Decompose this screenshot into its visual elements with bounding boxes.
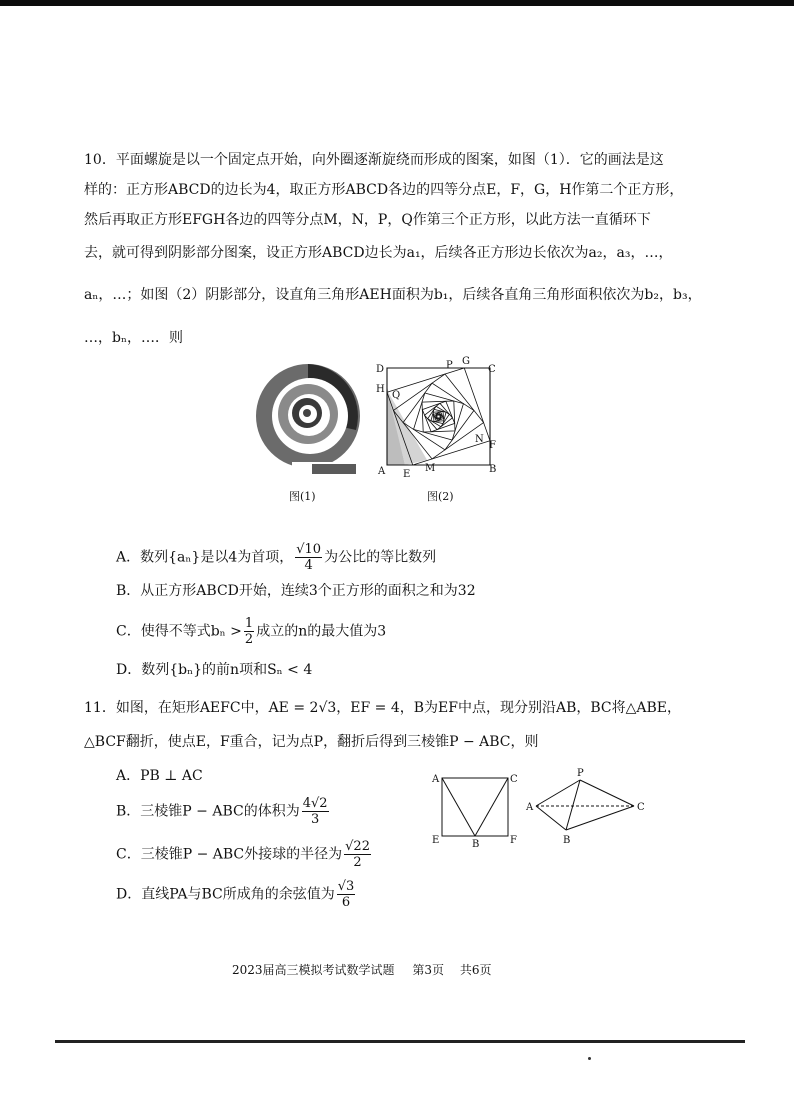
fraction-num: √10 bbox=[296, 542, 322, 557]
segment-ab bbox=[442, 778, 475, 836]
pyr-label-B: B bbox=[563, 835, 571, 846]
label-D: D bbox=[376, 364, 385, 375]
label-A: A bbox=[378, 466, 386, 477]
fraction-den: 2 bbox=[244, 632, 254, 647]
label-Q: Q bbox=[392, 390, 401, 401]
rect-label-B: B bbox=[472, 839, 480, 850]
fraction-radius bbox=[344, 839, 371, 870]
scan-speck bbox=[588, 1057, 591, 1060]
fraction-num: √3 bbox=[337, 879, 355, 894]
nested-square bbox=[414, 393, 464, 440]
fraction-den: 3 bbox=[310, 812, 320, 827]
pyr-label-A: A bbox=[526, 802, 534, 813]
label-G: G bbox=[462, 356, 470, 367]
fraction-den: 2 bbox=[353, 855, 362, 870]
scan-bottom-rule bbox=[55, 1040, 745, 1043]
q10-option-a[interactable] bbox=[116, 542, 436, 573]
label-B: B bbox=[489, 464, 497, 475]
q10-line-4: 去，就可得到阴影部分图案，设正方形ABCD边长为a₁，后续各正方形边长依次为a₂，a₃，…， bbox=[84, 245, 673, 261]
nested-square bbox=[422, 401, 454, 432]
spiral-core bbox=[303, 409, 311, 417]
nested-square bbox=[437, 415, 440, 418]
q10-option-a-pre: A．数列{aₙ}是以4为首项， bbox=[116, 549, 294, 566]
q10-option-c-post: 成立的n的最大值为3 bbox=[256, 623, 387, 640]
q10-option-d[interactable]: D．数列{bₙ}的前n项和Sₙ < 4 bbox=[116, 662, 313, 678]
label-P: P bbox=[446, 360, 453, 371]
q11-option-c[interactable] bbox=[116, 839, 373, 870]
figure-1-spiral bbox=[252, 358, 362, 480]
q10-line-1: 10．平面螺旋是以一个固定点开始，向外圈逐渐旋绕而形成的图案，如图（1）．它的画法是这 bbox=[84, 152, 664, 168]
rect-label-F: F bbox=[510, 835, 517, 846]
scan-edge-top bbox=[0, 0, 794, 6]
q10-option-c-pre: C．使得不等式bₙ > bbox=[116, 623, 242, 640]
nested-square bbox=[422, 401, 455, 432]
edge-pc bbox=[580, 780, 634, 806]
q11-line-2: △BCF翻折，使点E，F重合，记为点P，翻折后得到三棱锥P − ABC，则 bbox=[84, 734, 539, 750]
label-F: F bbox=[489, 440, 496, 451]
label-N: N bbox=[475, 434, 484, 445]
label-E: E bbox=[403, 469, 411, 480]
q11-line-1: 11．如图，在矩形AEFC中，AE = 2√3，EF = 4，B为EF中点，现分别沿AB，BC将△ABE， bbox=[84, 700, 682, 716]
pyr-label-P: P bbox=[577, 768, 584, 779]
spiral-tail bbox=[312, 464, 356, 474]
fraction-den: 6 bbox=[341, 895, 351, 910]
q11-option-d[interactable] bbox=[116, 879, 357, 910]
label-H: H bbox=[376, 384, 385, 395]
fraction-num: 4√2 bbox=[302, 796, 328, 811]
rectangle-aefc bbox=[442, 778, 508, 836]
edge-ab bbox=[536, 806, 566, 830]
fraction-common-ratio bbox=[295, 542, 322, 573]
q11-option-c-pre: C．三棱锥P − ABC外接球的半径为 bbox=[116, 846, 343, 863]
figure-1-caption: 图(1) bbox=[289, 490, 316, 503]
q10-option-c[interactable] bbox=[116, 616, 386, 647]
q11-option-a[interactable]: A．PB ⊥ AC bbox=[116, 768, 203, 784]
footer-page-number: 第3页 bbox=[412, 963, 445, 977]
rect-label-A: A bbox=[432, 774, 440, 785]
figure-2-nested-squares bbox=[372, 356, 502, 480]
page-footer bbox=[232, 961, 491, 978]
q11-option-b-pre: B．三棱锥P − ABC的体积为 bbox=[116, 803, 300, 820]
q10-option-a-post: 为公比的等比数列 bbox=[324, 549, 437, 566]
q10-line-5: aₙ，…；如图（2）阴影部分，设直角三角形AEH面积为b₁，后续各直角三角形面积依次为b₂，b₃， bbox=[84, 287, 702, 303]
q10-option-b[interactable]: B．从正方形ABCD开始，连续3个正方形的面积之和为32 bbox=[116, 583, 476, 599]
edge-bc bbox=[566, 806, 634, 830]
figure-2-caption: 图(2) bbox=[427, 490, 454, 503]
q10-line-6: …，bₙ，…．则 bbox=[84, 330, 184, 346]
rect-label-C: C bbox=[510, 774, 518, 785]
q10-line-2: 样的：正方形ABCD的边长为4，取正方形ABCD各边的四等分点E，F，G，H作第二个正方形， bbox=[84, 182, 684, 198]
q11-rectangle-figure bbox=[428, 770, 523, 850]
q10-line-3: 然后再取正方形EFGH各边的四等分点M，N，P，Q作第三个正方形，以此方法一直循环下 bbox=[84, 212, 651, 228]
footer-exam-title: 2023届高三模拟考试数学试题 bbox=[232, 963, 395, 977]
label-M: M bbox=[425, 463, 436, 474]
fraction-num: 1 bbox=[244, 616, 254, 631]
fraction-one-half bbox=[244, 616, 254, 647]
nested-square bbox=[428, 406, 450, 426]
rect-label-E: E bbox=[432, 835, 440, 846]
label-C: C bbox=[488, 364, 496, 375]
fraction-cosine bbox=[337, 879, 356, 910]
segment-bc bbox=[475, 778, 508, 836]
q11-pyramid-figure bbox=[524, 768, 649, 850]
footer-total-pages: 共6页 bbox=[459, 963, 492, 977]
q11-option-b[interactable] bbox=[116, 796, 331, 827]
fraction-den: 4 bbox=[304, 558, 313, 573]
pyr-label-C: C bbox=[637, 802, 645, 813]
fraction-num: √22 bbox=[345, 839, 370, 854]
fraction-volume bbox=[302, 796, 329, 827]
q11-option-d-pre: D．直线PA与BC所成角的余弦值为 bbox=[116, 886, 335, 903]
